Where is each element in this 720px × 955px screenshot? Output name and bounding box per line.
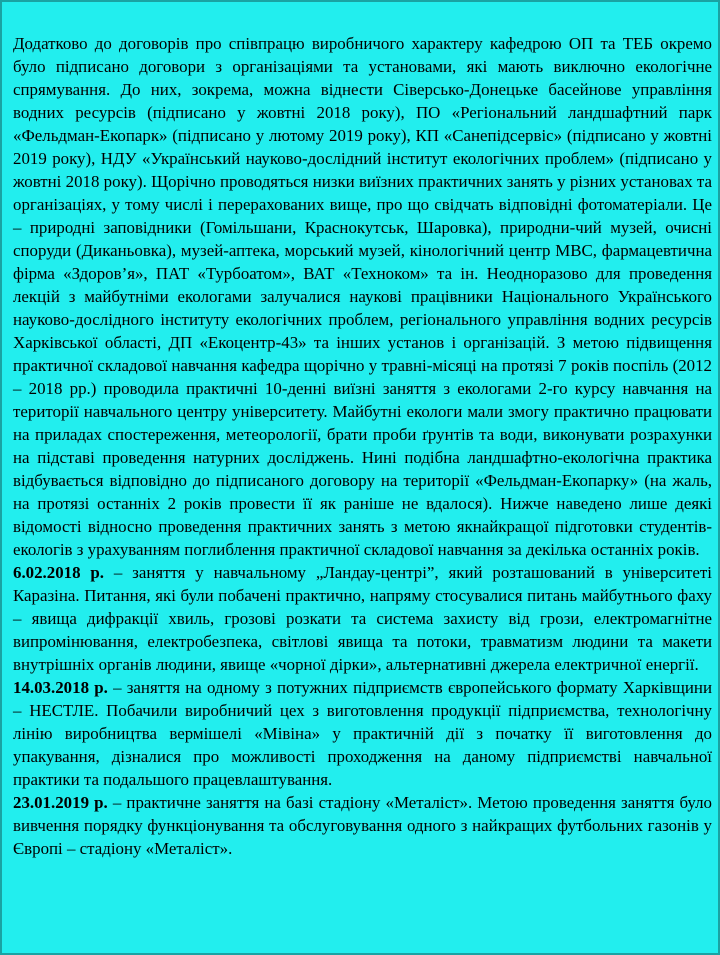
entry-paragraph — [13, 561, 712, 676]
entry-paragraph — [13, 676, 712, 791]
entry-text: – практичне заняття на базі стадіону «Металіст». Метою проведення заняття було вивчення порядку функціонування та обслуговування одного з найкращих футбольних газонів у Європі – стадіону «Металіст». — [13, 793, 712, 858]
entry-date: 14.03.2018 р. — [13, 678, 108, 697]
document-body — [13, 32, 712, 860]
entry-date: 23.01.2019 р. — [13, 793, 108, 812]
entry-text: – заняття у навчальному „Ландау-центрі”, який розташований в університеті Каразіна. Питання, які були побачені практично, напряму стосувалися питань майбутнього фаху – явища дифракції хвиль, грозові розкати та система захисту від грози, електромагнітне випромінювання, електробезпека, світлові явища та потоки, травматизм людини та макети внутрішніх органів людини, явище «чорної дірки», альтернативні джерела електричної енергії. — [13, 563, 712, 674]
entry-date: 6.02.2018 р. — [13, 563, 105, 582]
intro-paragraph: Додатково до договорів про співпрацю виробничого характеру кафедрою ОП та ТЕБ окремо було підписано договори з організаціями та установами, які мають виключно екологічне спрямування. До них, зокрема, можна віднести Сіверсько-Донецьке басейнове управління водних ресурсів (підписано у жовтні 2018 року), ПО «Регіональний ландшафтний парк «Фельдман-Екопарк» (підписано у лютому 2019 року), КП «Санепідсервіс» (підписано у жовтні 2019 року), НДУ «Український науково-дослідний інститут екологічних проблем» (підписано у жовтні 2018 року). Щорічно проводяться низки виїзних практичних занять у різних установах та організаціях, у тому числі і перерахованих вище, про що свідчать відповідні фотоматеріали. Це – природні заповідники (Гомільшани, Краснокутськ, Шаровка), природни-чий музей, очисні споруди (Диканьовка), музей-аптека, морський музей, кінологічний центр МВС, фармацевтична фірма «Здоров’я», ПАТ «Турбоатом», ВАТ «Техноком» та ін. Неодноразово для проведення лекцій з майбутніми екологами залучалися наукові працівники Національного Українського науково-дослідного інституту екологічних проблем, регіонального управління водних ресурсів Харківської області, ДП «Екоцентр-43» та інших установ і організацій. З метою підвищення практичної складової навчання кафедра щорічно у травні-місяці на протязі 7 років поспіль (2012 – 2018 рр.) проводила практичні 10-денні виїзні заняття з екологами 2-го курсу навчання на території навчального центру університету. Майбутні екологи мали змогу практично працювати на приладах спостереження, метеорології, брати проби ґрунтів та води, виконувати розрахунки на підставі проведення натурних досліджень. Нині подібна ландшафтно-екологічна практика відбувається відповідно до підписаного договору на території «Фельдман-Екопарку» (на жаль, на протязі останніх 2 років провести її як раніше не вдалося). Нижче наведено лише деякі відомості відносно проведення практичних занять з метою якнайкращої підготовки студентів-екологів з урахуванням поглиблення практичної складової навчання за декілька останніх років. — [13, 34, 712, 559]
entry-text: – заняття на одному з потужних підприємств європейського формату Харківщини – НЕСТЛЕ. Побачили виробничий цех з виготовлення продукції підприємства, технологічну лінію виробництва вермішелі «Мівіна» у практичній дії з початку її виготовлення до упакування, дізналися про можливості проходження на даному підприємстві навчальної практики та подальшого працевлаштування. — [13, 678, 712, 789]
entry-paragraph — [13, 791, 712, 860]
